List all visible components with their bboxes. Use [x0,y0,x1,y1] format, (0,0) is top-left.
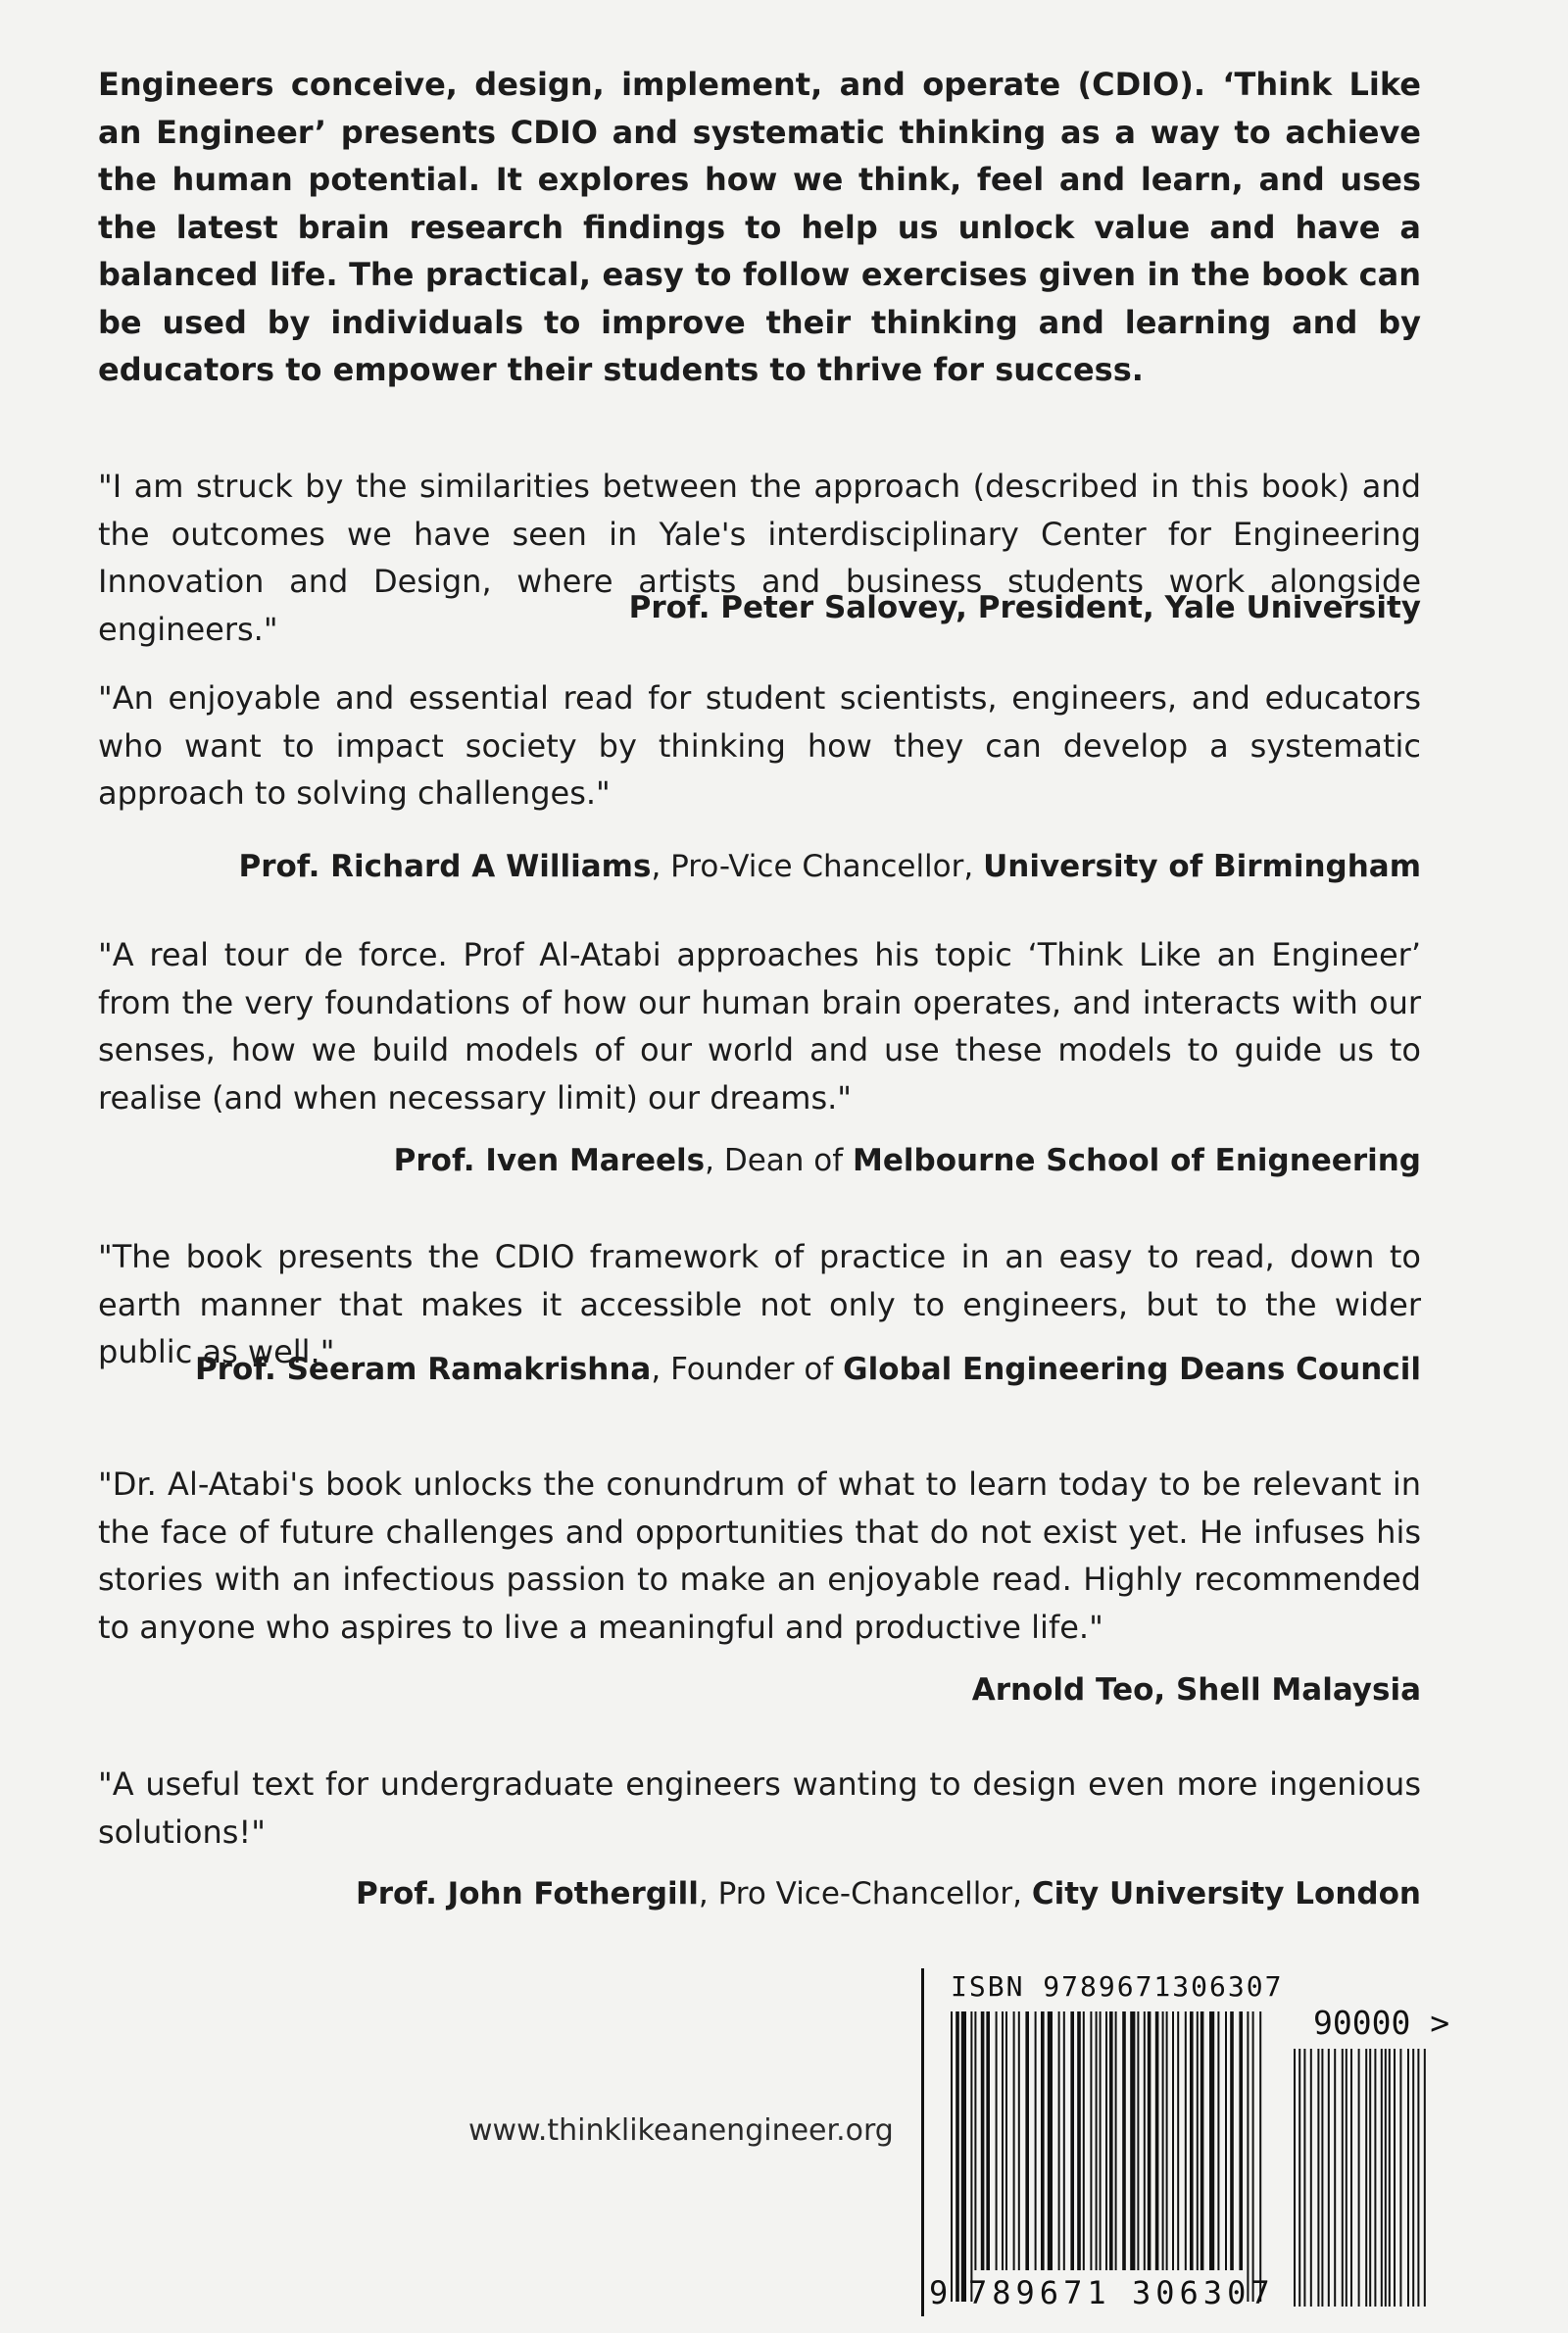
barcode-bar [970,2011,972,2302]
barcode-bar [1018,2011,1020,2270]
barcode-bar [1346,2049,1348,2307]
barcode-digit-first: 9 [929,2274,949,2311]
barcode-bar [1317,2049,1319,2307]
barcode-digits-left: 789671 [968,2274,1111,2311]
barcode-bar [1100,2011,1102,2270]
barcode-bar [1239,2011,1243,2270]
endorsement-attribution-6: Prof. John Fothergill, Pro Vice-Chancellor, City University London [356,1876,1421,1911]
endorsement-quote-3: "A real tour de force. Prof Al-Atabi approaches his topic ‘Think Like an Engineer’ from the very foundations of how our human brain operates, and interacts with our senses, how we build models of our world and use these models to guide us to realise (and when necessary limit) our dreams." [98,936,1421,1117]
barcode-bar [1230,2011,1234,2270]
barcode-bar [1342,2049,1344,2307]
barcode-bar [1005,2011,1007,2270]
barcode-bar [1303,2049,1305,2307]
barcode-bar [1350,2049,1352,2307]
barcode-bar [1407,2049,1409,2307]
barcode-bar [1374,2049,1376,2307]
barcode-bar [1115,2011,1117,2270]
barcode-bar [1109,2011,1113,2270]
website-url: www.thinklikeanengineer.org [468,2113,894,2148]
barcode-bar [1381,2049,1383,2307]
endorsement-quote-2: "An enjoyable and essential read for student scientists, engineers, and educators who want to impact society by thinking how they can develop a systematic approach to solving challenges." [98,679,1421,812]
barcode-bar [1190,2011,1194,2270]
barcode-bar [1058,2011,1060,2270]
endorsement-attribution-2: Prof. Richard A Williams, Pro-Vice Chancellor, University of Birmingham [238,849,1421,884]
barcode-bar [1166,2011,1168,2270]
barcode-bar [1385,2049,1387,2307]
barcode-bar [1321,2049,1323,2307]
barcode-bar [1424,2049,1426,2307]
barcode-bar [1177,2011,1179,2270]
barcode-bar [1002,2011,1004,2270]
barcode-bar [1090,2011,1092,2270]
barcode-bar [996,2011,998,2270]
barcode-bar [1394,2049,1396,2307]
barcode-bar [1225,2011,1227,2270]
barcode-bar [1172,2011,1174,2270]
barcode-addon-digits: 90000 > [1313,2004,1450,2042]
barcode-bar [1144,2011,1146,2270]
barcode-bar [1200,2011,1204,2270]
barcode-bar [1298,2049,1300,2307]
book-blurb: Engineers conceive, design, implement, and operate (CDIO). ‘Think Like an Engineer’ presents CDIO and systematic thinking as a way to achieve the human potential. It explores how we think, feel and learn, and uses the latest brain research findings to help us unlock value and have a balanced life. The practical, easy to follow exercises given in the book can be used by individuals to improve their thinking and learning and by educators to empower their students to thrive for success. [98,66,1421,388]
barcode-bar [1334,2049,1336,2307]
endorsement-attribution-4: Prof. Seeram Ramakrishna, Founder of Global Engineering Deans Council [194,1352,1421,1387]
barcode-bar [1137,2011,1139,2270]
barcode-bar [1148,2011,1152,2270]
barcode-bar [1412,2049,1414,2307]
barcode-bar [1209,2011,1214,2270]
barcode-bar [1155,2011,1159,2270]
barcode-bar [1399,2049,1401,2307]
endorsement-quote-6: "A useful text for undergraduate engineers wanting to design even more ingenious solutions!" [98,1765,1421,1851]
endorsement-quote-5: "Dr. Al-Atabi's book unlocks the conundrum of what to learn today to be relevant in the face of future challenges and opportunities that do not exist yet. He infuses his stories with an infectious passion to make an enjoyable read. Highly recommended to anyone who aspires to live a meaningful and productive life." [98,1465,1421,1646]
barcode-bar [1122,2011,1126,2270]
barcode-bar [986,2011,990,2270]
barcode-bar [1294,2049,1296,2307]
barcode-bar [1358,2049,1360,2307]
barcode-bar [1217,2011,1219,2270]
endorsement-attribution-3: Prof. Iven Mareels, Dean of Melbourne School of Enigneering [393,1143,1421,1178]
barcode-bar [1252,2011,1254,2302]
isbn-label: ISBN 9789671306307 [951,1970,1284,2003]
barcode-bar [1369,2049,1371,2307]
barcode-bar [1310,2049,1312,2307]
endorsement-quote-4: "The book presents the CDIO framework of practice in an easy to read, down to earth manner that makes it accessible not only to engineers, but to the wider public as well." [98,1238,1421,1370]
barcode-bar [1025,2011,1029,2270]
barcode-bar [951,2011,953,2302]
endorsement-attribution-5: Arnold Teo, Shell Malaysia [971,1672,1421,1708]
barcode-bar [1035,2011,1037,2270]
barcode-bar [981,2011,985,2270]
barcode-bar [1096,2011,1098,2270]
barcode-bar [1162,2011,1164,2270]
endorsement-quote-1: "I am struck by the similarities between the approach (described in this book) and the outcomes we have seen in Yale's interdisciplinary Center for Engineering Innovation and Design, where artists and business students work alongside engineers." [98,468,1421,648]
barcode-digits-right: 306307 [1132,2274,1275,2311]
barcode-bar [1077,2011,1081,2270]
barcode-bar [1185,2011,1187,2270]
barcode-bar [1259,2011,1261,2302]
barcode-bar [1328,2049,1330,2307]
barcode-bar [1247,2011,1249,2302]
barcode-bar [961,2011,966,2302]
barcode-bar [1417,2049,1419,2307]
endorsement-attribution-1: Prof. Peter Salovey, President, Yale University [628,590,1421,625]
barcode-bar [1389,2049,1391,2307]
barcode-bar [974,2011,976,2270]
barcode-bar [1070,2011,1074,2270]
barcode-bar [1365,2049,1367,2307]
barcode-bar [1063,2011,1065,2270]
barcode-bar [1013,2011,1015,2270]
barcode-bar [1083,2011,1085,2270]
isbn-barcode [921,1968,1470,2326]
barcode-bar [1105,2011,1107,2270]
barcode-bar [956,2011,959,2302]
barcode-bar [1048,2011,1053,2270]
barcode-bar [1130,2011,1135,2270]
barcode-bar [1197,2011,1199,2270]
barcode-bar [1041,2011,1045,2270]
